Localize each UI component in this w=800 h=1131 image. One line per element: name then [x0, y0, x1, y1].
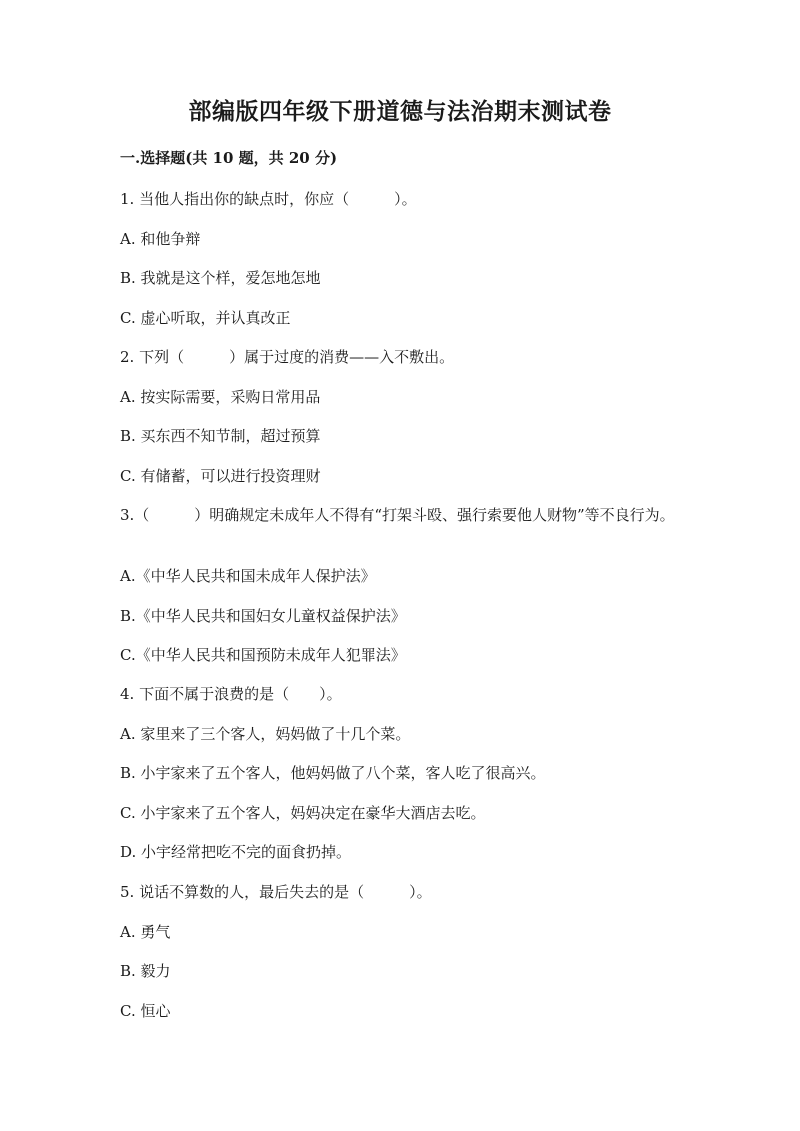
question-4-stem: 4. 下面不属于浪费的是（ ）。: [120, 685, 342, 703]
question-4-option-c: C. 小宇家来了五个客人，妈妈决定在豪华大酒店去吃。: [120, 804, 486, 822]
question-5-option-b: B. 毅力: [120, 962, 171, 980]
question-5-option-a: A. 勇气: [120, 923, 171, 941]
question-3-option-c: C.《中华人民共和国预防未成年人犯罪法》: [120, 646, 406, 664]
question-2-option-b: B. 买东西不知节制，超过预算: [120, 427, 321, 445]
page-title: 部编版四年级下册道德与法治期末测试卷: [188, 98, 612, 125]
question-2-option-a: A. 按实际需要，采购日常用品: [120, 388, 321, 406]
question-1-option-b: B. 我就是这个样，爱怎地怎地: [120, 269, 321, 287]
question-4-option-a: A. 家里来了三个客人，妈妈做了十几个菜。: [120, 725, 411, 743]
question-1-option-a: A. 和他争辩: [120, 230, 201, 248]
question-5-option-c: C. 恒心: [120, 1002, 171, 1020]
question-1-option-c: C. 虚心听取，并认真改正: [120, 309, 291, 327]
question-4-option-b: B. 小宇家来了五个客人，他妈妈做了八个菜，客人吃了很高兴。: [120, 764, 546, 782]
question-2-stem: 2. 下列（ ）属于过度的消费——入不敷出。: [120, 348, 455, 366]
section-heading: 一.选择题(共 10 题，共 20 分): [120, 149, 338, 167]
question-5-stem: 5. 说话不算数的人，最后失去的是（ ）。: [120, 883, 432, 901]
question-2-option-c: C. 有储蓄，可以进行投资理财: [120, 467, 321, 485]
question-3-option-a: A.《中华人民共和国未成年人保护法》: [120, 567, 376, 585]
question-3-option-b: B.《中华人民共和国妇女儿童权益保护法》: [120, 607, 406, 625]
question-3-stem: 3.（ ）明确规定未成年人不得有“打架斗殴、强行索要他人财物”等不良行为。: [120, 506, 675, 524]
question-4-option-d: D. 小宇经常把吃不完的面食扔掉。: [120, 843, 352, 861]
question-1-stem: 1. 当他人指出你的缺点时，你应（ ）。: [120, 190, 417, 208]
